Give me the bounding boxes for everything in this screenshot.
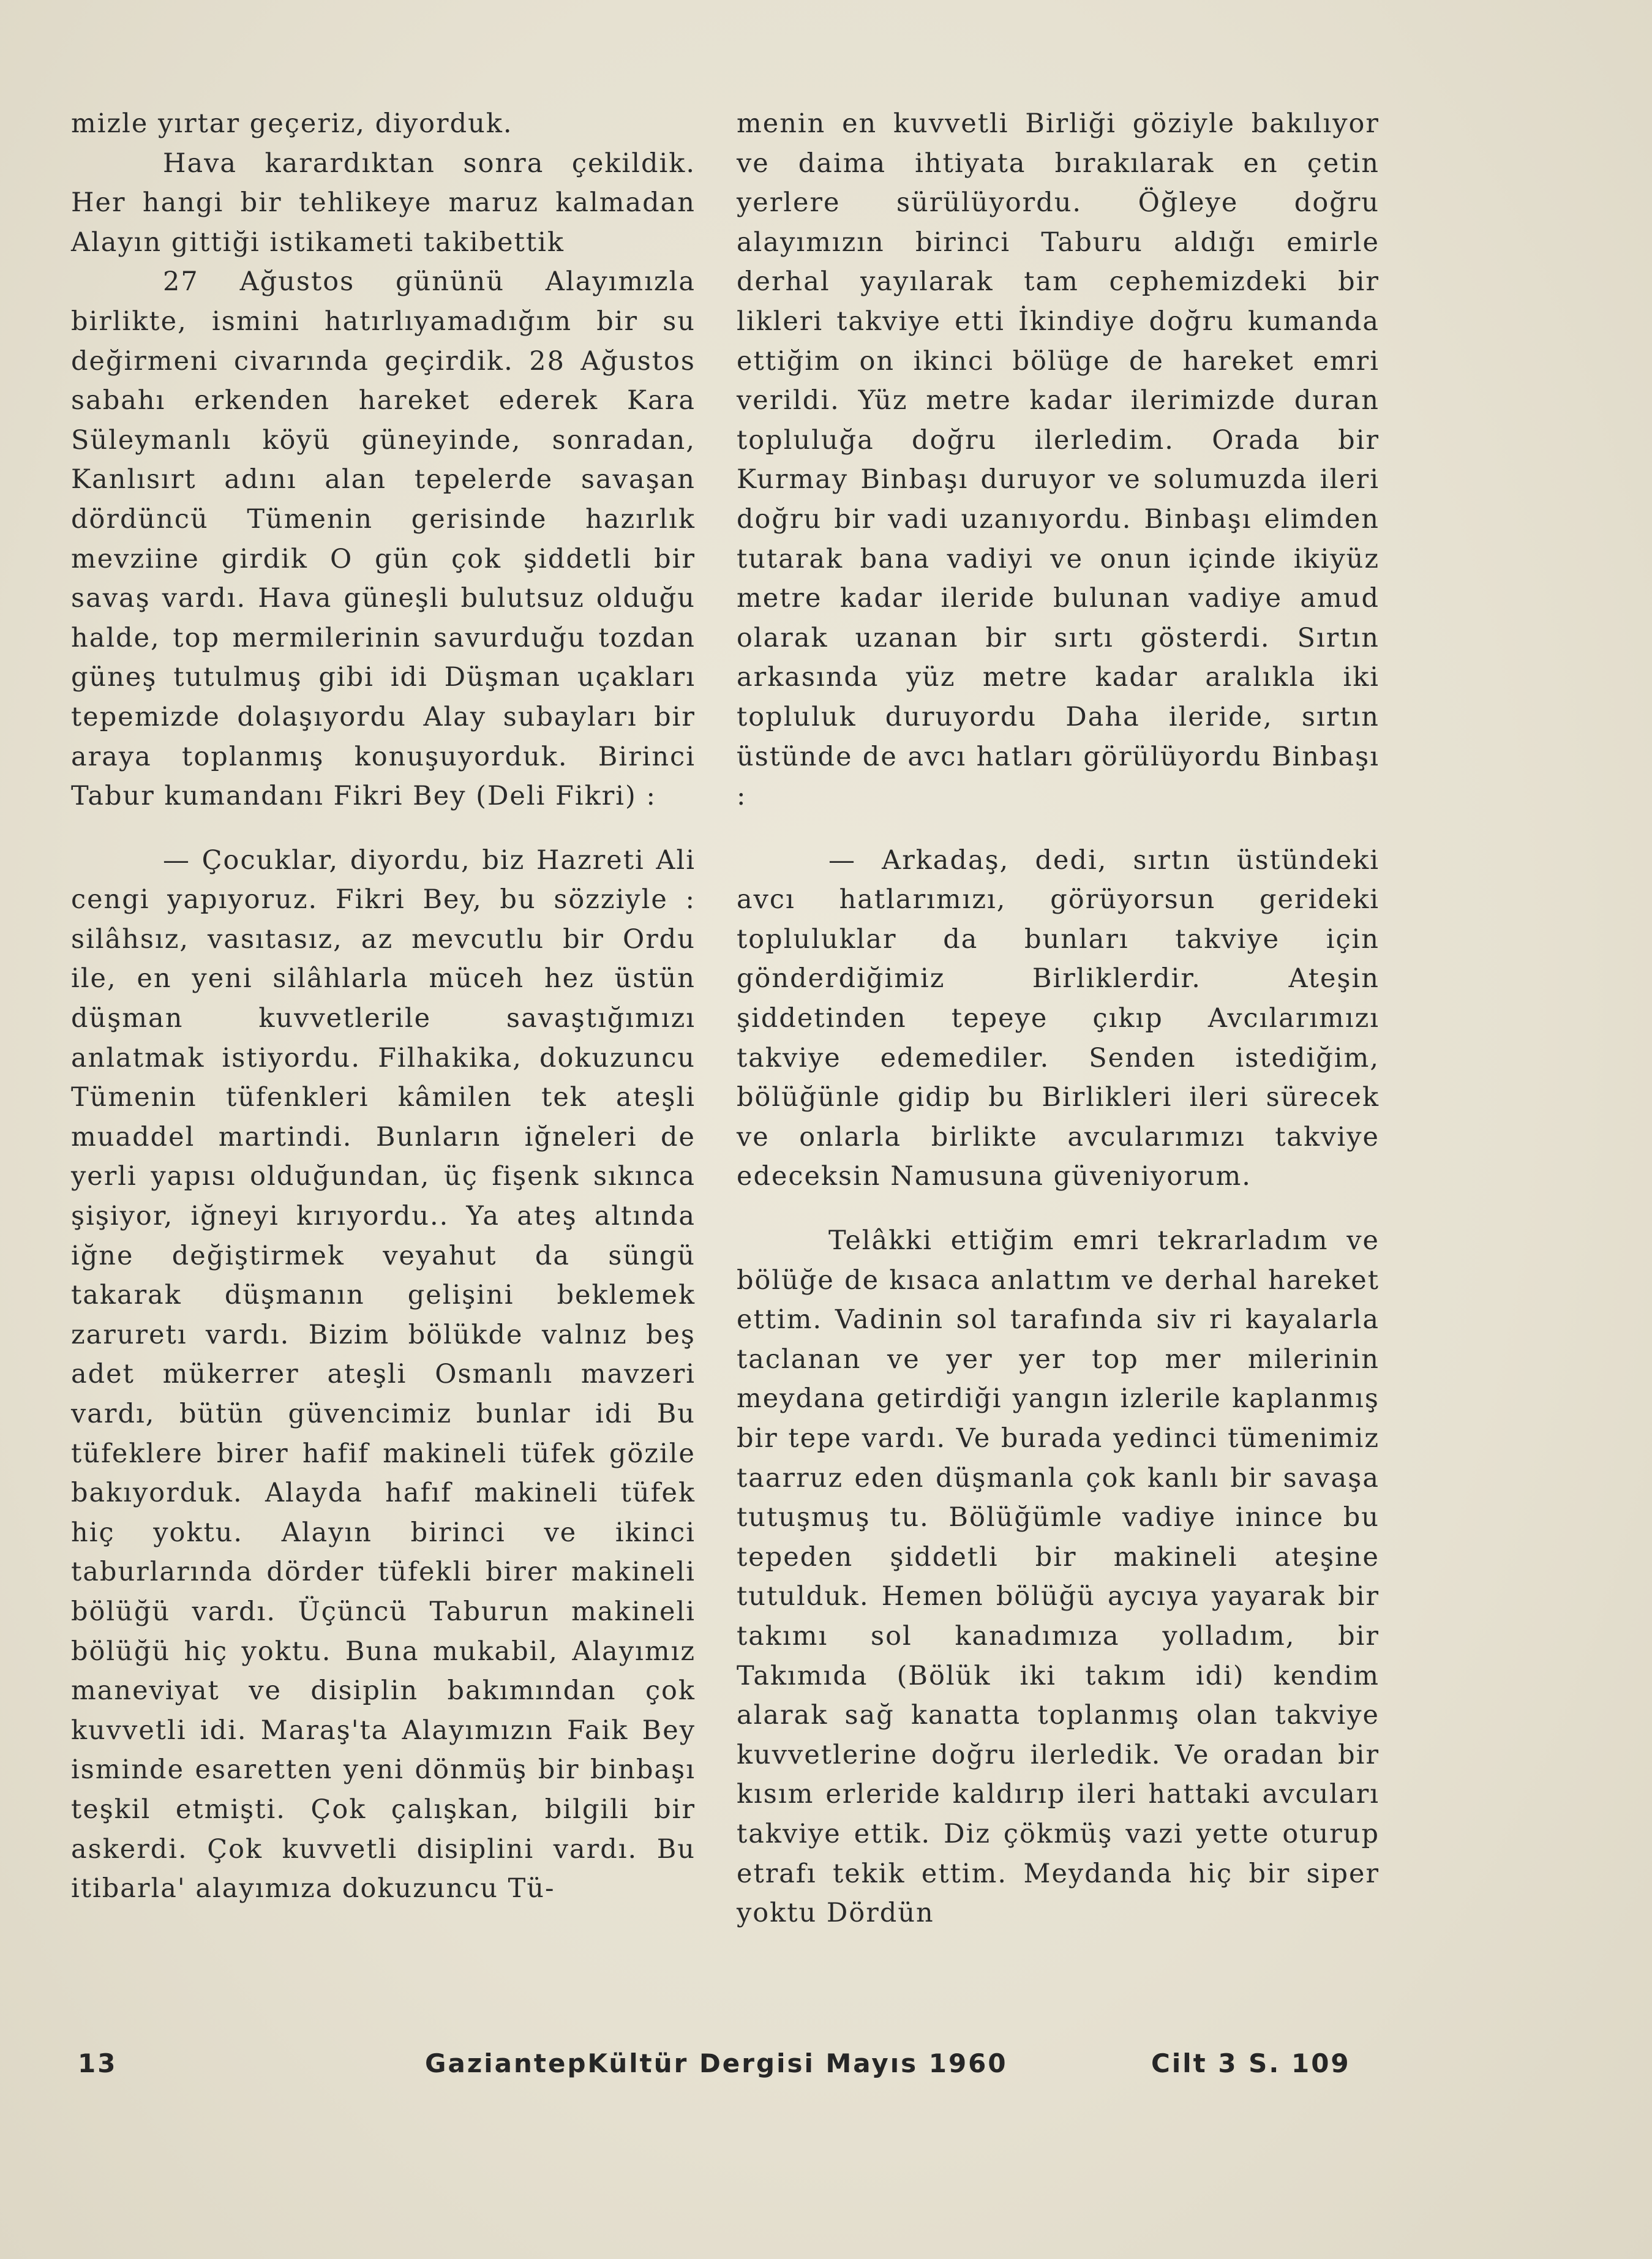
paragraph: 27 Ağustos gününü Alayımızla birlikte, ismini hatırlıyamadığım bir su değirmeni civarında geçirdik. 28 Ağustos sabahı erkenden hareket ederek Kara Süleymanlı köyü güneyinde, sonradan, Kanlısırt adını alan tepelerde savaşan dördüncü Tümenin gerisinde hazırlık mevziine girdik O gün çok şiddetli bir savaş vardı. Hava güneşli bulutsuz olduğu halde, top mermilerinin savurduğu tozdan güneş tutulmuş gibi idi Düşman uçakları tepemizde dolaşıyordu Alay subayları bir araya toplanmış konuşuyorduk. Birinci Tabur kumandanı Fikri Bey (Deli Fikri) : <box>71 266 696 812</box>
right-text-column <box>737 104 1380 1933</box>
page-number: 13 <box>78 2048 118 2078</box>
paragraph: — Arkadaş, dedi, sırtın üstündeki avcı hatlarımızı, görüyorsun gerideki topluluklar da bunları takviye için gönderdiğimiz Birliklerdir. Ateşin şiddetinden tepeye çıkıp Avcılarımızı takviye edemediler. Senden istediğim, bölüğünle gidip bu Birlikleri ileri sürecek ve onlarla birlikte avcularımızı takviye edeceksin Namusuna güveniyorum. <box>737 844 1380 1192</box>
volume-issue: Cilt 3 S. 109 <box>1151 2048 1351 2078</box>
paragraph: Hava karardıktan sonra çekildik. Her hangi bir tehlikeye maruz kalmadan Alayın gittiği istikameti takibettik <box>71 148 696 258</box>
paragraph: — Çocuklar, diyordu, biz Hazreti Ali cengi yapıyoruz. Fikri Bey, bu sözziyle : silâhsız, vasıtasız, az mevcutlu bir Ordu ile, en yeni silâhlarla müceh hez üstün düşman kuvvetlerile savaştığımızı anlatmak istiyordu. Filhakika, dokuzuncu Tümenin tüfenkleri kâmilen tek ateşli muaddel martindi. Bunların iğneleri de yerli yapısı olduğundan, üç fişenk sıkınca şişiyor, iğneyi kırıyordu.. Ya ateş altında iğne değiştirmek veyahut da süngü takarak düşmanın gelişini beklemek zaruretı vardı. Bizim bölükde valnız beş adet mükerrer ateşli Osmanlı mavzeri vardı, bütün güvencimiz bunlar idi Bu tüfeklere birer hafif makineli tüfek gözile bakıyorduk. Alayda hafıf makineli tüfek hiç yoktu. Alayın birinci ve ikinci taburlarında dörder tüfekli birer makineli bölüğü vardı. Üçüncü Taburun makineli bölüğü hiç yoktu. Buna mukabil, Alayımız maneviyat ve disiplin bakımından çok kuvvetli idi. Maraş'ta Alayımızın Faik Bey isminde esaretten yeni dönmüş bir binbaşı teşkil etmişti. Çok çalışkan, bilgili bir askerdi. Çok kuvvetli disiplini vardı. Bu itibarla' alayımıza dokuzuncu Tü- <box>71 844 696 1904</box>
paragraph: Telâkki ettiğim emri tekrarladım ve bölüğe de kısaca anlattım ve derhal hareket ettim. Vadinin sol tarafında siv ri kayalarla taclanan ve yer yer top mer milerinin meydana getirdiği yangın izlerile kaplanmış bir tepe vardı. Ve burada yedinci tümenimiz taarruz eden düşmanla çok kanlı bir savaşa tutuşmuş tu. Bölüğümle vadiye inince bu tepeden şiddetli bir makineli ateşine tutulduk. Hemen bölüğü aycıya yayarak bir takımı sol kanadımıza yolladım, bir Takımıda (Bölük iki takım idi) kendim alarak sağ kanatta toplanmış olan takviye kuvvetlerine doğru ilerledik. Ve oradan bir kısım erleride kaldırıp ileri hattaki avcuları takviye ettik. Diz çökmüş vazi yette oturup etrafı tekik ettim. Meydanda hiç bir siper yoktu Dördün <box>737 1225 1380 1929</box>
left-text-column <box>71 104 696 1909</box>
paragraph: mizle yırtar geçeriz, diyorduk. <box>71 108 513 139</box>
journal-title: GaziantepKültür Dergisi Mayıs 1960 <box>425 2048 1008 2078</box>
paragraph: menin en kuvvetli Birliği gözi̇yle bakılıyor ve daima ihtiyata bırakılarak en çetin yerlere sürülüyordu. Öğleye doğru alayımızın birinci Taburu aldığı emirle derhal yayılarak tam cephemizdeki bir likleri takviye etti İkindiye doğru kumanda ettiğim on ikinci bölüge de hareket emri verildi. Yüz metre kadar ilerimizde duran topluluğa doğru ilerledim. Orada bir Kurmay Binbaşı duruyor ve solumuzda ileri doğru bir vadi uzanıyordu. Binbaşı elimden tutarak bana vadiyi ve onun içinde ikiyüz metre kadar ileride bulunan vadiye amud olarak uzanan bir sırtı gösterdi. Sırtın arkasında yüz metre kadar aralıkla iki topluluk duruyordu Daha ileride, sırtın üstünde de avcı hatları görülüyordu Binbaşı : <box>737 108 1380 812</box>
